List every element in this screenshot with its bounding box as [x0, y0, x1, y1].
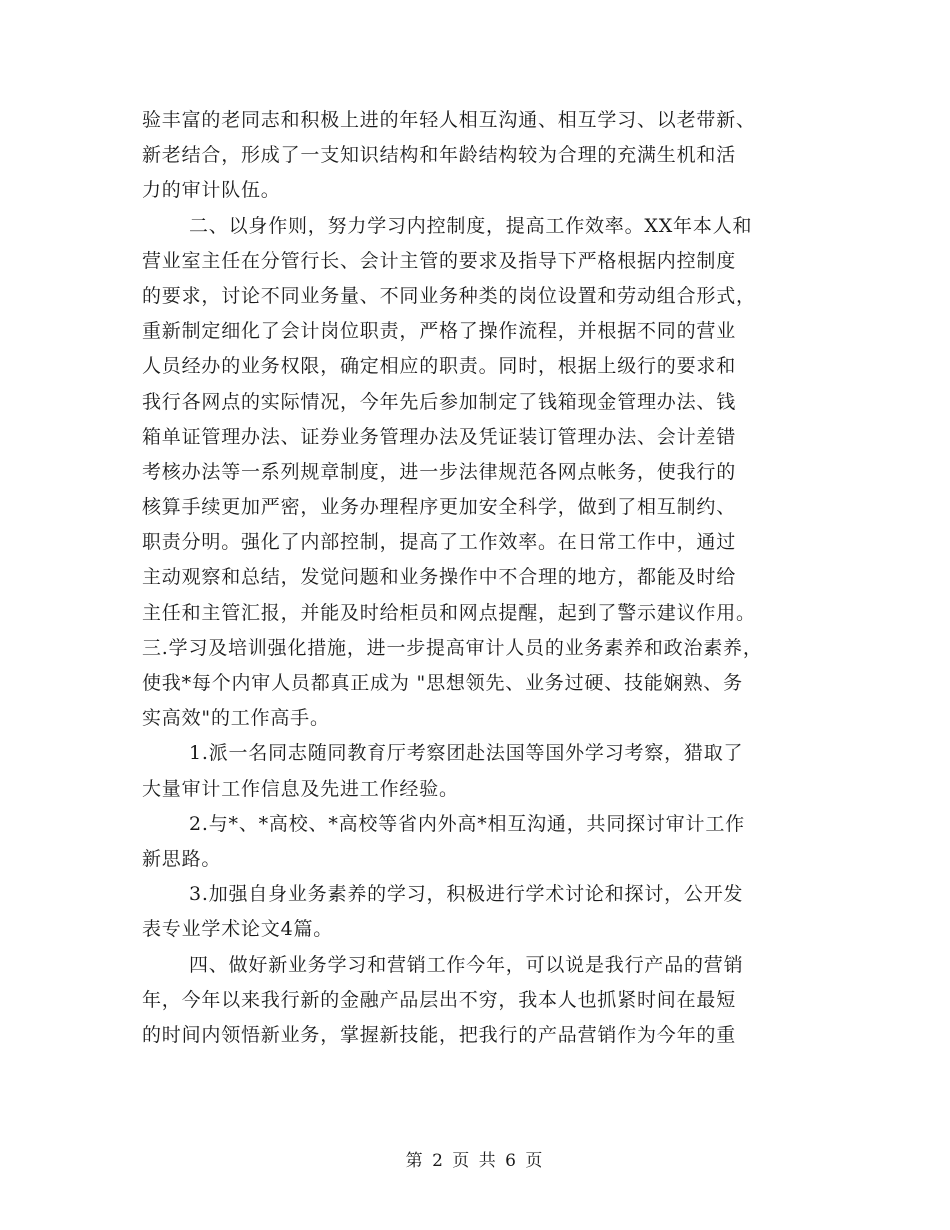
body-text: [142, 103, 812, 1053]
footer-page-number: 2: [432, 1151, 445, 1171]
page-footer: [0, 1146, 950, 1171]
text-line: 使我*每个内审人员都真正成为 "思想领先、业务过硬、技能娴熟、务: [142, 672, 743, 694]
text-line: 新老结合，形成了一支知识结构和年龄结构较为合理的充满生机和活: [142, 144, 737, 167]
text-line: 职责分明。强化了内部控制，提高了工作效率。在日常工作中，通过: [142, 531, 737, 554]
text-line: 年，今年以来我行新的金融产品层出不穷，我本人也抓紧时间在最短: [142, 988, 737, 1011]
text-line: 的时间内领悟新业务，掌握新技能，把我行的产品营销作为今年的重: [142, 1023, 737, 1046]
text-line: 的要求，讨论不同业务量、不同业务种类的岗位设置和劳动组合形式，: [142, 284, 756, 307]
text-line: 主任和主管汇报，并能及时给柜员和网点提醒，起到了警示建议作用。: [142, 601, 756, 624]
text-line: 2.与*、*高校、*高校等省内外高*相互沟通，共同探讨审计工作: [189, 812, 745, 835]
text-line: 大量审计工作信息及先进工作经验。: [142, 777, 459, 800]
text-line: 实高效"的工作高手。: [142, 707, 330, 730]
text-line: 核算手续更加严密，业务办理程序更加安全科学，做到了相互制约、: [142, 496, 737, 519]
footer-total-pages: 6: [505, 1151, 518, 1171]
text-line: 营业室主任在分管行长、会计主管的要求及指导下严格根据内控制度: [142, 249, 737, 272]
text-line: 三.学习及培训强化措施，进一步提高审计人员的业务素养和政治素养，: [142, 636, 763, 659]
text-line: 力的审计队伍。: [142, 179, 281, 202]
text-line: 主动观察和总结，发觉问题和业务操作中不合理的地方，都能及时给: [142, 566, 737, 589]
footer-middle: 页 共: [452, 1151, 498, 1171]
text-line: 四、做好新业务学习和营销工作今年，可以说是我行产品的营销: [189, 953, 744, 976]
text-line: 考核办法等一系列规章制度，进一步法律规范各网点帐务，使我行的: [142, 460, 737, 483]
text-line: 二、以身作则，努力学习内控制度，提高工作效率。XX年本人和: [189, 214, 753, 237]
footer-suffix: 页: [525, 1151, 545, 1171]
text-line: 箱单证管理办法、证券业务管理办法及凭证装订管理办法、会计差错: [142, 425, 737, 448]
text-line: 验丰富的老同志和积极上进的年轻人相互沟通、相互学习、以老带新、: [142, 109, 756, 131]
footer-prefix: 第: [405, 1151, 425, 1171]
text-line: 我行各网点的实际情况，今年先后参加制定了钱箱现金管理办法、钱: [142, 390, 737, 413]
text-line: 1.派一名同志随同教育厅考察团赴法国等国外学习考察，猎取了: [189, 742, 744, 765]
text-line: 表专业学术论文4篇。: [142, 918, 334, 941]
text-line: 3.加强自身业务素养的学习，积极进行学术讨论和探讨，公开发: [189, 883, 744, 906]
text-line: 新思路。: [142, 847, 222, 870]
text-line: 重新制定细化了会计岗位职责，严格了操作流程，并根据不同的营业: [142, 320, 737, 343]
text-line: 人员经办的业务权限，确定相应的职责。同时，根据上级行的要求和: [142, 355, 737, 378]
